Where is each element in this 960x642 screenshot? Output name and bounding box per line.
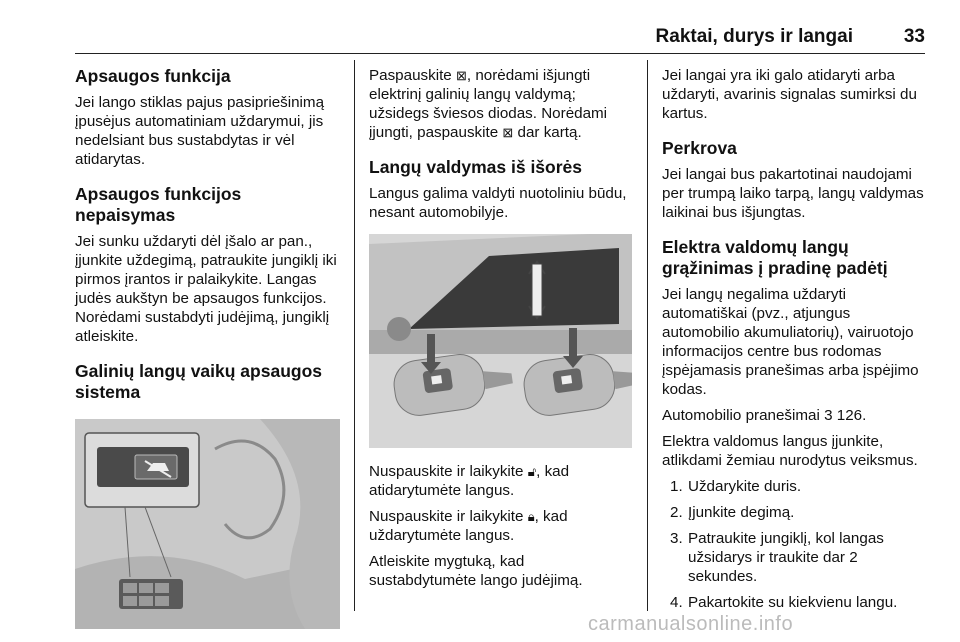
page-header <box>75 26 925 50</box>
paragraph-overload: Jei langai bus pakartotinai naudojami per trumpą laiko tarpą, langų valdymas laikinai bus išjungtas. <box>662 166 924 221</box>
paragraph-close-windows: Nuspauskite ir laikykite 🔒︎, kad uždarytumėte langus. <box>369 508 568 544</box>
column-2 <box>369 66 634 597</box>
column-divider-1 <box>354 60 355 611</box>
heading-overload: Perkrova <box>662 138 737 158</box>
list-item: 4. Pakartokite su kiekvienu langu. <box>670 594 898 611</box>
paragraph-steps-intro: Elektra valdomus langus įjunkite, atlikdami žemiau nurodytus veiksmus. <box>662 433 918 469</box>
heading-protection-function: Apsaugos funkcija <box>75 66 231 86</box>
heading-remote-control: Langų valdymas iš išorės <box>369 157 583 177</box>
child-lock-icon: ⊠ <box>455 68 467 83</box>
paragraph-override: Jei sunku uždaryti dėl įšalo ar pan., įjunkite uždegimą, patraukite jungiklį iki pirmos įrantos ir palaikykite. Langas judės aukštyn be apsaugos funkcijos. Norėdami sustabdyti judėjimą, jungiklį atleiskite. <box>75 233 337 345</box>
column-3 <box>662 66 927 619</box>
paragraph-child-lock: Paspauskite ⊠, norėdami išjungti elektrinį galinių langų valdymą; užsidegs šviesos diodas. Norėdami įjungti, paspauskite ⊠ dar kartą. <box>369 67 608 141</box>
paragraph-open-windows: Nuspauskite ir laikykite 🔓︎, kad atidarytumėte langus. <box>369 463 570 499</box>
paragraph-remote: Langus galima valdyti nuotoliniu būdu, nesant automobilyje. <box>369 185 627 221</box>
column-1 <box>75 66 345 629</box>
remote-key-illustration <box>369 234 632 448</box>
heading-child-safety: Galinių langų vaikų apsaugos sistema <box>75 361 322 402</box>
paragraph-protection: Jei lango stiklas pajus pasipriešinimą įpusėjus automatiniam uždarymui, jis nedelsiant bus sustabdytas ir vėl atidarytas. <box>75 94 325 168</box>
lock-key-icon: 🔒︎ <box>527 509 535 524</box>
child-lock-icon: ⊠ <box>502 125 514 140</box>
paragraph-reset-info: Jei langų negalima uždaryti automatiškai (pvz., atjungus automobilio akumuliatorių), vairuotojo informacijos centre bus rodomas įspėjamasis pranešimas arba įspėjimo kodas. <box>662 286 919 398</box>
header-rule <box>75 53 925 54</box>
column-divider-2 <box>647 60 648 611</box>
paragraph-vehicle-messages: Automobilio pranešimai 3 126. <box>662 407 867 424</box>
unlock-key-icon: 🔓︎ <box>527 464 537 479</box>
watermark: carmanualsonline.info <box>588 613 794 635</box>
heading-override-protection: Apsaugos funkcijos nepaisymas <box>75 184 242 225</box>
door-switch-illustration <box>75 419 340 629</box>
list-item: 1. Uždarykite duris. <box>670 478 802 495</box>
heading-window-reset: Elektra valdomų langų grąžinimas į pradinę padėtį <box>662 237 888 278</box>
page-ref-arrow-icon: 3 <box>824 407 833 424</box>
paragraph-hazard-flash: Jei langai yra iki galo atidaryti arba uždaryti, avarinis signalas sumirksi du kartus. <box>662 67 917 122</box>
paragraph-release-button: Atleiskite mygtuką, kad sustabdytumėte lango judėjimą. <box>369 553 583 589</box>
chapter-title: Raktai, durys ir langai <box>655 26 853 47</box>
list-item: 2. Įjunkite degimą. <box>670 504 795 521</box>
steps-list <box>662 477 927 612</box>
list-item: 3. Patraukite jungiklį, kol langas užsidarys ir traukite dar 2 sekundes. <box>670 530 884 585</box>
page-number: 33 <box>903 26 925 47</box>
